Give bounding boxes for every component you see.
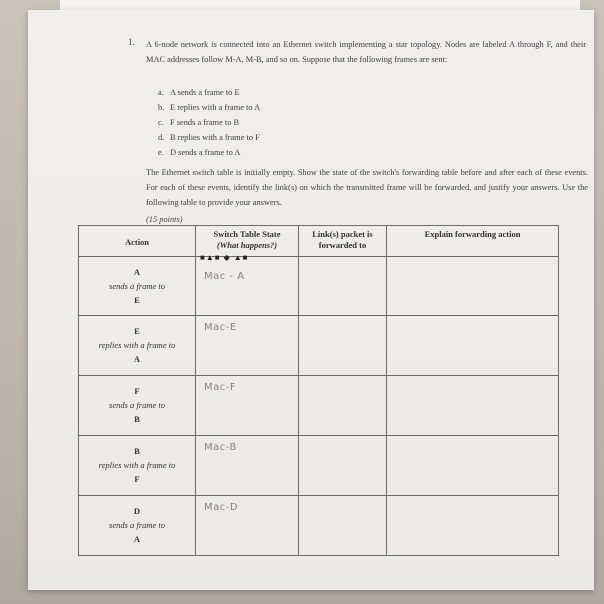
- action-target: E: [134, 295, 140, 305]
- event-list: [158, 85, 458, 160]
- event-letter: c.: [158, 118, 164, 127]
- handwritten-answer: Mac - A: [204, 271, 245, 282]
- explain-cell[interactable]: [387, 376, 559, 436]
- action-source: B: [134, 446, 140, 456]
- action-cell: [79, 436, 196, 496]
- handwritten-answer: Mac-F: [204, 382, 237, 393]
- action-source: D: [133, 506, 141, 516]
- switch-state-cell[interactable]: [196, 257, 299, 316]
- action-source: E: [134, 326, 140, 336]
- action-cell: [79, 257, 196, 316]
- table-header-row: [79, 226, 559, 257]
- question-intro: A 6-node network is connected into an Ethernet switch implementing a star topology. Nodes are labeled A through F, and their MAC addresses follow M-A, M-B, and so on. Suppose that the following frames are sent:: [146, 40, 586, 64]
- event-item: [158, 85, 458, 100]
- event-text: A sends a frame to E: [170, 88, 240, 97]
- event-text: B replies with a frame to F: [170, 133, 260, 142]
- links-cell[interactable]: [299, 496, 387, 556]
- header-explain-label: Explain forwarding action: [424, 229, 521, 239]
- action-cell: [79, 316, 196, 376]
- event-item: [158, 130, 458, 145]
- action-target: B: [134, 414, 140, 424]
- event-item: [158, 115, 458, 130]
- header-action: [79, 226, 196, 257]
- event-text: E replies with a frame to A: [170, 103, 261, 112]
- event-letter: d.: [158, 133, 165, 142]
- header-links-label: Link(s) packet is forwarded to: [312, 229, 373, 250]
- header-links: [299, 226, 387, 257]
- table-row: [79, 257, 559, 316]
- action-verb: sends a frame to: [109, 520, 165, 530]
- header-switch-state-sub: (What happens?): [216, 240, 278, 250]
- table-row: [79, 316, 559, 376]
- links-cell[interactable]: [299, 257, 387, 316]
- points-label: (15 points): [146, 215, 183, 224]
- handwritten-answer: Mac-E: [204, 322, 237, 333]
- instructions-paragraph: The Ethernet switch table is initially empty. Show the state of the switch's forwarding table before and after each of these events. For each of these events, identify the link(s) on which the transmitted frame will be forwarded, and justify your answers. Use the following table to provide your answers.: [146, 168, 588, 207]
- explain-cell[interactable]: [387, 257, 559, 316]
- links-cell[interactable]: [299, 436, 387, 496]
- answer-table: [78, 225, 559, 556]
- action-cell: [79, 376, 196, 436]
- table-row: [79, 376, 559, 436]
- action-cell: [79, 496, 196, 556]
- header-switch-state-label: Switch Table State: [213, 229, 281, 239]
- event-text: F sends a frame to B: [170, 118, 240, 127]
- action-verb: sends a frame to: [109, 281, 165, 291]
- explain-cell[interactable]: [387, 316, 559, 376]
- switch-state-cell[interactable]: [196, 316, 299, 376]
- action-target: A: [133, 534, 141, 544]
- links-cell[interactable]: [299, 316, 387, 376]
- header-explain: [387, 226, 559, 257]
- action-verb: replies with a frame to: [98, 340, 176, 350]
- question-number: 1.: [128, 37, 135, 47]
- action-target: A: [133, 354, 141, 364]
- handwritten-answer: Mac-D: [204, 502, 239, 513]
- action-target: F: [134, 474, 140, 484]
- event-letter: b.: [158, 103, 165, 112]
- action-verb: sends a frame to: [109, 400, 165, 410]
- event-letter: e.: [158, 148, 164, 157]
- explain-cell[interactable]: [387, 436, 559, 496]
- event-item: [158, 145, 458, 160]
- event-text: D sends a frame to A: [170, 148, 241, 157]
- crossed-out-scribble: ■▲■ ◆ ▲■: [200, 253, 249, 262]
- switch-state-cell[interactable]: [196, 496, 299, 556]
- header-action-label: Action: [124, 237, 150, 247]
- header-switch-state: [196, 226, 299, 257]
- action-source: A: [133, 267, 141, 277]
- table-row: [79, 496, 559, 556]
- switch-state-cell[interactable]: [196, 436, 299, 496]
- action-verb: replies with a frame to: [98, 460, 176, 470]
- explain-cell[interactable]: [387, 496, 559, 556]
- event-letter: a.: [158, 88, 164, 97]
- action-source: F: [134, 386, 140, 396]
- switch-state-cell[interactable]: [196, 376, 299, 436]
- event-item: [158, 100, 458, 115]
- handwritten-answer: Mac-B: [204, 442, 237, 453]
- links-cell[interactable]: [299, 376, 387, 436]
- table-row: [79, 436, 559, 496]
